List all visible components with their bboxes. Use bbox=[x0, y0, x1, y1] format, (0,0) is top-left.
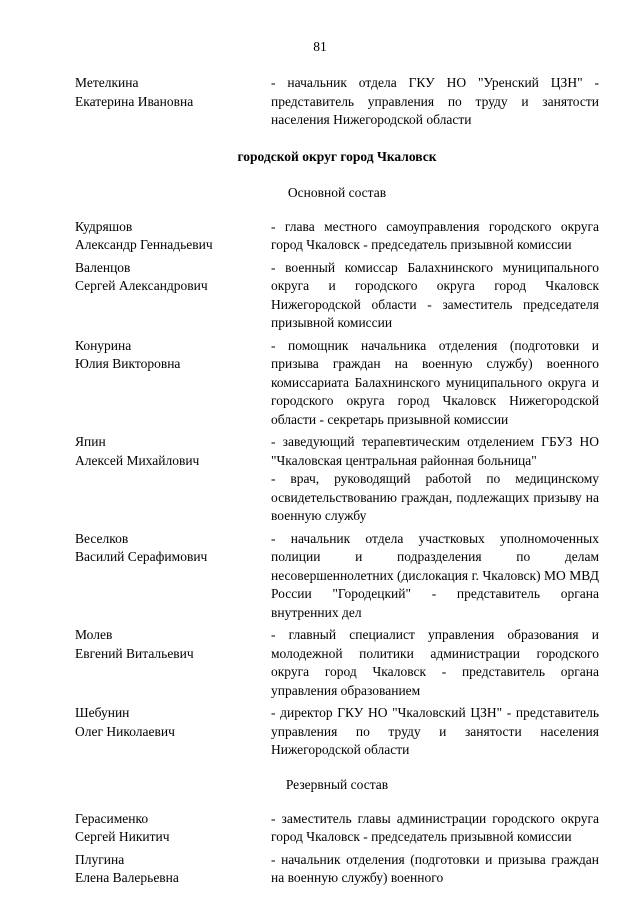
commission-list bbox=[75, 74, 599, 892]
member-given-names: Александр Геннадьевич bbox=[75, 237, 213, 252]
member-name bbox=[75, 704, 271, 760]
member-surname: Плугина bbox=[75, 851, 125, 867]
member-role bbox=[271, 433, 599, 526]
member-surname: Шебунин bbox=[75, 705, 130, 720]
member-surname: Конурина bbox=[75, 337, 132, 353]
page-number: 81 bbox=[313, 39, 327, 54]
main-composition-title: Основной состав bbox=[287, 184, 387, 200]
member-row bbox=[75, 433, 599, 526]
member-name bbox=[75, 433, 271, 526]
member-name bbox=[75, 810, 271, 847]
member-name bbox=[75, 530, 271, 623]
member-surname: Метелкина bbox=[75, 75, 139, 90]
member-role: - начальник отдела ГКУ НО "Уренский ЦЗН" - представитель управления по труду и занятости населения Нижегородской области bbox=[271, 75, 599, 127]
member-role: - глава местного самоуправления городского округа город Чкаловск - председатель призывной комиссии bbox=[271, 218, 599, 252]
member-row bbox=[75, 337, 599, 430]
member-given-names: Сергей Никитич bbox=[75, 829, 170, 844]
district-title: городской округ город Чкаловск bbox=[237, 148, 437, 164]
member-given-names: Елена Валерьевна bbox=[75, 870, 179, 885]
member-given-names: Евгений Витальевич bbox=[75, 645, 194, 661]
member-name bbox=[75, 626, 271, 700]
member-given-names: Олег Николаевич bbox=[75, 723, 175, 739]
reserve-composition-title: Резервный состав bbox=[285, 776, 389, 792]
member-surname: Герасименко bbox=[75, 810, 149, 826]
member-surname: Молев bbox=[75, 627, 113, 642]
member-row bbox=[75, 704, 599, 760]
member-row bbox=[75, 74, 599, 130]
member-surname: Япин bbox=[75, 434, 106, 449]
member-row bbox=[75, 851, 599, 888]
member-row bbox=[75, 530, 599, 623]
member-given-names: Сергей Александрович bbox=[75, 278, 208, 293]
member-name bbox=[75, 74, 271, 130]
member-given-names: Екатерина Ивановна bbox=[75, 93, 194, 109]
member-name bbox=[75, 218, 271, 255]
member-role-primary: - заведующий терапевтическим отделением ГБУЗ НО "Чкаловская центральная районная больница" bbox=[271, 434, 599, 468]
member-name bbox=[75, 259, 271, 333]
member-surname: Веселков bbox=[75, 530, 129, 546]
member-given-names: Василий Серафимович bbox=[75, 549, 208, 564]
member-role-secondary: - врач, руководящий работой по медицинскому освидетельствованию граждан, подлежащих призыву на военную службу bbox=[271, 471, 599, 523]
member-role: - помощник начальника отделения (подготовки и призыва граждан на военную службу) военного комиссариата Балахнинского муниципального округа и городского округа город Чкаловск Нижегородской области - секретарь призывной комиссии bbox=[271, 337, 599, 427]
member-role: - военный комиссар Балахнинского муниципального округа и городского округа город Чкаловск Нижегородской области - заместитель председателя призывной комиссии bbox=[271, 259, 599, 330]
member-row bbox=[75, 810, 599, 847]
member-given-names: Юлия Викторовна bbox=[75, 356, 181, 371]
member-role: - директор ГКУ НО "Чкаловский ЦЗН" - представитель управления по труду и занятости населения Нижегородской области bbox=[271, 705, 599, 757]
member-role: - главный специалист управления образования и молодежной политики администрации городского округа город Чкаловск - представитель органа управления образованием bbox=[271, 627, 599, 698]
member-role: - начальник отделения (подготовки и призыва граждан на военную службу) военного bbox=[271, 851, 599, 885]
member-row bbox=[75, 626, 599, 700]
member-name bbox=[75, 851, 271, 888]
member-row bbox=[75, 259, 599, 333]
member-name bbox=[75, 337, 271, 430]
member-role: - начальник отдела участковых уполномоченных полиции и подразделения по делам несовершеннолетних (дислокация г. Чкаловск) МО МВД России "Городецкий" - представитель органа внутренних дел bbox=[271, 530, 599, 620]
member-surname: Валенцов bbox=[75, 259, 131, 275]
member-given-names: Алексей Михайлович bbox=[75, 452, 200, 468]
member-surname: Кудряшов bbox=[75, 218, 133, 234]
member-role: - заместитель главы администрации городского округа город Чкаловск - председатель призывной комиссии bbox=[271, 810, 599, 844]
member-row bbox=[75, 218, 599, 255]
